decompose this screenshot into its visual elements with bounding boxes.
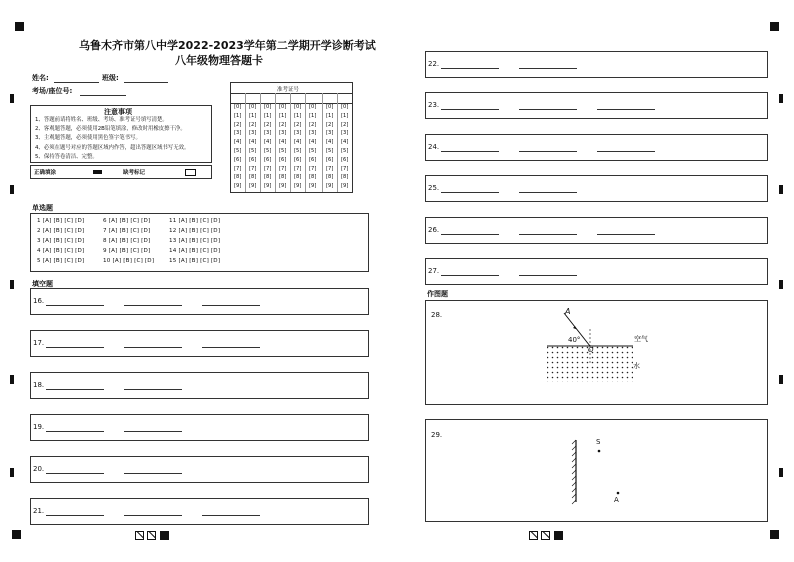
answer-blank[interactable] (124, 347, 182, 348)
exam-digit-bubble[interactable]: [8] (279, 174, 287, 181)
page-code-box (529, 531, 538, 540)
exam-digit-bubble[interactable]: [9] (294, 183, 302, 190)
choice-options[interactable]: [A] [B] [C] [D] (178, 228, 221, 234)
exam-digit-bubble[interactable]: [2] (326, 121, 334, 128)
exam-digit-bubble[interactable]: [3] (249, 130, 257, 137)
class-label: 班级: (102, 74, 119, 82)
exam-digit-bubble[interactable]: [0] (294, 104, 302, 110)
answer-blank[interactable] (46, 347, 104, 348)
exam-digit-bubble[interactable]: [6] (264, 156, 272, 163)
exam-digit-bubble[interactable]: [0] (279, 104, 287, 110)
exam-digit-bubble[interactable]: [9] (249, 183, 257, 190)
single-choice-label: 单选题 (32, 204, 53, 212)
q28-box[interactable] (425, 300, 768, 405)
exam-digit-bubble[interactable]: [6] (326, 156, 334, 163)
exam-seat-label: 考场/座位号: (32, 87, 73, 95)
exam-digit-bubble[interactable]: [0] (341, 104, 349, 110)
source-point (598, 450, 601, 453)
choice-question-row[interactable] (103, 238, 150, 244)
answer-blank[interactable] (441, 192, 499, 193)
notice-item: 3、主观题答题，必须使用黑色签字笔书写。 (35, 135, 141, 142)
question-number: 25. (428, 184, 440, 192)
ray-arrow (573, 326, 577, 330)
registration-mark (12, 530, 21, 539)
notice-item: 1、答题前请将姓名、班级、考场、准考证号填写清楚。 (35, 117, 168, 123)
exam-number-title: 准考证号 (277, 87, 300, 93)
fill-blank-label: 填空题 (32, 280, 53, 288)
choice-options[interactable]: [A] [B] [C] [D] (42, 248, 85, 254)
exam-digit-bubble[interactable]: [6] (309, 156, 317, 163)
choice-question-row[interactable] (37, 258, 84, 264)
question-number: 27. (428, 267, 440, 275)
answer-blank[interactable] (519, 151, 577, 152)
choice-question-number: 6 (103, 218, 107, 224)
exam-digit-bubble[interactable]: [8] (341, 174, 349, 181)
answer-blank[interactable] (597, 109, 655, 110)
exam-digit-bubble[interactable]: [3] (234, 130, 242, 137)
single-choice-box (30, 213, 369, 272)
answer-blank[interactable] (202, 305, 260, 306)
q29-number: 29. (431, 431, 443, 439)
answer-blank[interactable] (597, 151, 655, 152)
timing-mark (779, 185, 783, 194)
exam-digit-bubble[interactable]: [0] (309, 104, 317, 110)
notice-title: 注意事项 (104, 108, 132, 116)
choice-question-number: 5 (37, 258, 41, 264)
exam-digit-bubble[interactable]: [8] (326, 174, 334, 181)
choice-question-row[interactable] (37, 218, 84, 224)
exam-digit-bubble[interactable]: [9] (234, 183, 242, 190)
class-field[interactable] (124, 82, 168, 83)
answer-blank[interactable] (124, 473, 182, 474)
answer-blank[interactable] (202, 347, 260, 348)
answer-blank[interactable] (519, 109, 577, 110)
choice-options[interactable]: [A] [B] [C] [D] (108, 248, 151, 254)
answer-blank[interactable] (519, 68, 577, 69)
q29-diagram (426, 420, 769, 523)
page-code-box (554, 531, 563, 540)
exam-digit-bubble[interactable]: [9] (279, 183, 287, 190)
choice-options[interactable]: [A] [B] [C] [D] (178, 258, 221, 264)
exam-seat-field[interactable] (80, 95, 126, 96)
choice-options[interactable]: [A] [B] [C] [D] (42, 258, 85, 264)
question-number: 16. (33, 297, 45, 305)
source-label: S (596, 438, 601, 446)
choice-question-row[interactable] (103, 228, 150, 234)
exam-digit-bubble[interactable]: [3] (294, 130, 302, 137)
answer-blank[interactable] (124, 515, 182, 516)
exam-digit-bubble[interactable]: [3] (279, 130, 287, 137)
registration-mark (770, 22, 779, 31)
choice-question-number: 3 (37, 238, 41, 244)
notice-item: 4、必须在题号对应的答题区域内作答，超出答题区域书写无效。 (35, 144, 190, 151)
page-title: 乌鲁木齐市第八中学2022-2023学年第二学期开学诊断考试 (79, 39, 376, 52)
exam-digit-bubble[interactable]: [7] (294, 165, 302, 172)
exam-digit-bubble[interactable]: [2] (234, 121, 242, 128)
choice-question-row[interactable] (169, 228, 220, 234)
choice-question-number: 2 (37, 228, 41, 234)
timing-mark (10, 468, 14, 477)
answer-blank[interactable] (519, 192, 577, 193)
question-number: 23. (428, 101, 440, 109)
correct-fill-sample (93, 170, 102, 174)
exam-digit-bubble[interactable]: [8] (294, 174, 302, 181)
answer-box (30, 330, 369, 357)
exam-digit-bubble[interactable]: [5] (234, 148, 242, 154)
choice-question-number: 1 (37, 218, 41, 224)
answer-box (30, 414, 369, 441)
water-label: 水 (633, 362, 640, 370)
choice-question-row[interactable] (37, 248, 84, 254)
answer-blank[interactable] (597, 234, 655, 235)
exam-digit-bubble[interactable]: [1] (234, 112, 242, 119)
exam-digit-bubble[interactable]: [9] (341, 183, 349, 190)
exam-number-grid (230, 82, 353, 193)
point-a (617, 492, 620, 495)
exam-digit-bubble[interactable]: [0] (264, 104, 272, 110)
page-code-box (160, 531, 169, 540)
answer-box (425, 134, 768, 161)
exam-digit-bubble[interactable]: [8] (249, 174, 257, 181)
answer-blank[interactable] (46, 515, 104, 516)
correct-fill-label: 正确填涂 (34, 170, 57, 176)
timing-mark (10, 280, 14, 289)
answer-box (425, 175, 768, 202)
exam-digit-bubble[interactable]: [4] (294, 139, 302, 146)
choice-question-row[interactable] (37, 228, 84, 234)
exam-digit-bubble[interactable]: [8] (234, 174, 242, 181)
page-code-box (135, 531, 144, 540)
question-number: 19. (33, 423, 45, 431)
answer-blank[interactable] (46, 431, 104, 432)
exam-digit-bubble[interactable]: [4] (234, 139, 242, 146)
timing-mark (10, 375, 14, 384)
question-number: 22. (428, 60, 440, 68)
exam-digit-bubble[interactable]: [6] (279, 156, 287, 163)
exam-digit-bubble[interactable]: [2] (264, 121, 272, 128)
choice-question-number: 8 (103, 238, 107, 244)
exam-digit-bubble[interactable]: [5] (341, 148, 349, 154)
q28-number: 28. (431, 311, 443, 319)
exam-digit-bubble[interactable]: [5] (326, 148, 334, 154)
choice-question-row[interactable] (103, 248, 150, 254)
exam-digit-bubble[interactable]: [4] (279, 139, 287, 146)
angle-label: 40° (568, 336, 581, 344)
answer-box (30, 372, 369, 399)
page-code-box (147, 531, 156, 540)
exam-digit-bubble[interactable]: [0] (326, 104, 334, 110)
exam-digit-bubble[interactable]: [6] (341, 156, 349, 163)
choice-options[interactable]: [A] [B] [C] [D] (42, 238, 85, 244)
choice-options[interactable]: [A] [B] [C] [D] (108, 238, 151, 244)
answer-blank[interactable] (441, 109, 499, 110)
choice-question-number: 11 (169, 218, 177, 224)
question-number: 26. (428, 226, 440, 234)
exam-digit-bubble[interactable]: [4] (249, 139, 257, 146)
fill-sample-box (30, 165, 212, 179)
exam-digit-bubble[interactable]: [4] (309, 139, 317, 146)
answer-box (30, 456, 369, 483)
exam-digit-bubble[interactable]: [3] (264, 130, 272, 137)
choice-question-number: 14 (169, 248, 177, 254)
q28-diagram (426, 301, 769, 406)
answer-blank[interactable] (519, 234, 577, 235)
name-field[interactable] (54, 82, 99, 83)
timing-mark (10, 185, 14, 194)
choice-question-number: 10 (103, 258, 111, 264)
exam-digit-bubble[interactable]: [5] (294, 148, 302, 154)
exam-digit-bubble[interactable]: [9] (309, 183, 317, 190)
answer-box (425, 92, 768, 119)
registration-mark (15, 22, 24, 31)
answer-blank[interactable] (202, 515, 260, 516)
exam-digit-bubble[interactable]: [7] (234, 165, 242, 172)
q29-box[interactable] (425, 419, 768, 522)
notice-box (30, 105, 212, 163)
question-number: 18. (33, 381, 45, 389)
answer-box (425, 217, 768, 244)
timing-mark (779, 375, 783, 384)
exam-digit-bubble[interactable]: [2] (309, 121, 317, 128)
exam-digit-bubble[interactable]: [6] (249, 156, 257, 163)
ray-label: A (565, 307, 571, 316)
choice-question-number: 12 (169, 228, 177, 234)
answer-blank[interactable] (124, 389, 182, 390)
exam-digit-bubble[interactable]: [1] (249, 112, 257, 119)
absent-mark-box[interactable] (185, 169, 196, 176)
exam-digit-bubble[interactable]: [2] (294, 121, 302, 128)
choice-question-row[interactable] (103, 218, 150, 224)
choice-question-number: 15 (169, 258, 177, 264)
exam-digit-bubble[interactable]: [6] (234, 156, 242, 163)
exam-digit-bubble[interactable]: [1] (309, 112, 317, 119)
choice-question-number: 13 (169, 238, 177, 244)
exam-digit-bubble[interactable]: [1] (294, 112, 302, 119)
answer-box (30, 288, 369, 315)
choice-question-row[interactable] (169, 258, 220, 264)
exam-digit-bubble[interactable]: [2] (249, 121, 257, 128)
exam-digit-bubble[interactable]: [1] (279, 112, 287, 119)
choice-options[interactable]: [A] [B] [C] [D] (112, 258, 155, 264)
air-label: 空气 (634, 335, 648, 343)
exam-digit-bubble[interactable]: [7] (264, 165, 272, 172)
choice-options[interactable]: [A] [B] [C] [D] (178, 248, 221, 254)
choice-options[interactable]: [A] [B] [C] [D] (178, 218, 221, 224)
answer-blank[interactable] (441, 234, 499, 235)
answer-blank[interactable] (46, 305, 104, 306)
answer-blank[interactable] (124, 305, 182, 306)
choice-options[interactable]: [A] [B] [C] [D] (108, 228, 151, 234)
page-code-box (541, 531, 550, 540)
answer-blank[interactable] (124, 431, 182, 432)
choice-question-number: 7 (103, 228, 107, 234)
exam-digit-bubble[interactable]: [3] (326, 130, 334, 137)
exam-digit-bubble[interactable]: [7] (326, 165, 334, 172)
exam-digit-bubble[interactable]: [7] (249, 165, 257, 172)
registration-mark (770, 530, 779, 539)
timing-mark (779, 468, 783, 477)
answer-blank[interactable] (519, 275, 577, 276)
timing-mark (779, 280, 783, 289)
exam-digit-bubble[interactable]: [3] (341, 130, 349, 137)
answer-box (425, 258, 768, 285)
exam-digit-bubble[interactable]: [2] (279, 121, 287, 128)
point-o-label: O (588, 346, 594, 354)
exam-digit-bubble[interactable]: [9] (326, 183, 334, 190)
answer-blank[interactable] (46, 389, 104, 390)
choice-options[interactable]: [A] [B] [C] [D] (42, 218, 85, 224)
choice-question-row[interactable] (37, 238, 84, 244)
timing-mark (779, 94, 783, 103)
answer-box (30, 498, 369, 525)
choice-question-row[interactable] (169, 218, 220, 224)
exam-digit-bubble[interactable]: [1] (264, 112, 272, 119)
exam-digit-bubble[interactable]: [4] (341, 139, 349, 146)
choice-question-row[interactable] (169, 248, 220, 254)
exam-digit-bubble[interactable]: [5] (279, 148, 287, 154)
exam-digit-bubble[interactable]: [1] (326, 112, 334, 119)
notice-item: 5、保持答卷清洁、完整。 (35, 153, 98, 160)
choice-question-number: 4 (37, 248, 41, 254)
question-number: 17. (33, 339, 45, 347)
notice-item: 2、客观题答题，必须使用2B铅笔填涂，修改时用橡皮擦干净。 (35, 126, 186, 133)
exam-digit-bubble[interactable]: [8] (309, 174, 317, 181)
exam-digit-bubble[interactable]: [0] (234, 104, 242, 110)
point-a-label: A (614, 496, 619, 504)
exam-digit-bubble[interactable]: [8] (264, 174, 272, 181)
exam-digit-bubble[interactable]: [0] (249, 104, 257, 110)
exam-digit-bubble[interactable]: [7] (279, 165, 287, 172)
exam-digit-bubble[interactable]: [5] (264, 148, 272, 154)
choice-question-row[interactable] (169, 238, 220, 244)
answer-blank[interactable] (46, 473, 104, 474)
choice-question-number: 9 (103, 248, 107, 254)
choice-options[interactable]: [A] [B] [C] [D] (178, 238, 221, 244)
exam-digit-bubble[interactable]: [5] (249, 148, 257, 154)
notice-list (35, 116, 189, 162)
page-subtitle: 八年级物理答题卡 (175, 54, 263, 67)
answer-blank[interactable] (441, 68, 499, 69)
choice-options[interactable]: [A] [B] [C] [D] (42, 228, 85, 234)
exam-digit-bubble[interactable]: [5] (309, 148, 317, 154)
exam-digit-bubble[interactable]: [7] (341, 165, 349, 172)
absent-mark-label: 缺考标记 (123, 170, 146, 176)
exam-digit-bubble[interactable]: [6] (294, 156, 302, 163)
exam-digit-bubble[interactable]: [3] (309, 130, 317, 137)
answer-blank[interactable] (441, 275, 499, 276)
exam-digit-bubble[interactable]: [4] (264, 139, 272, 146)
choice-options[interactable]: [A] [B] [C] [D] (108, 218, 151, 224)
exam-digit-bubble[interactable]: [7] (309, 165, 317, 172)
exam-digit-bubble[interactable]: [1] (341, 112, 349, 119)
question-number: 24. (428, 143, 440, 151)
drawing-label: 作图题 (427, 290, 448, 298)
name-label: 姓名: (32, 74, 49, 82)
question-number: 21. (33, 507, 45, 515)
choice-question-row[interactable] (103, 258, 154, 264)
exam-digit-bubble[interactable]: [4] (326, 139, 334, 146)
exam-digit-bubble[interactable]: [2] (341, 121, 349, 128)
exam-digit-bubble[interactable]: [9] (264, 183, 272, 190)
answer-box (425, 51, 768, 78)
question-number: 20. (33, 465, 45, 473)
answer-blank[interactable] (441, 151, 499, 152)
timing-mark (10, 94, 14, 103)
